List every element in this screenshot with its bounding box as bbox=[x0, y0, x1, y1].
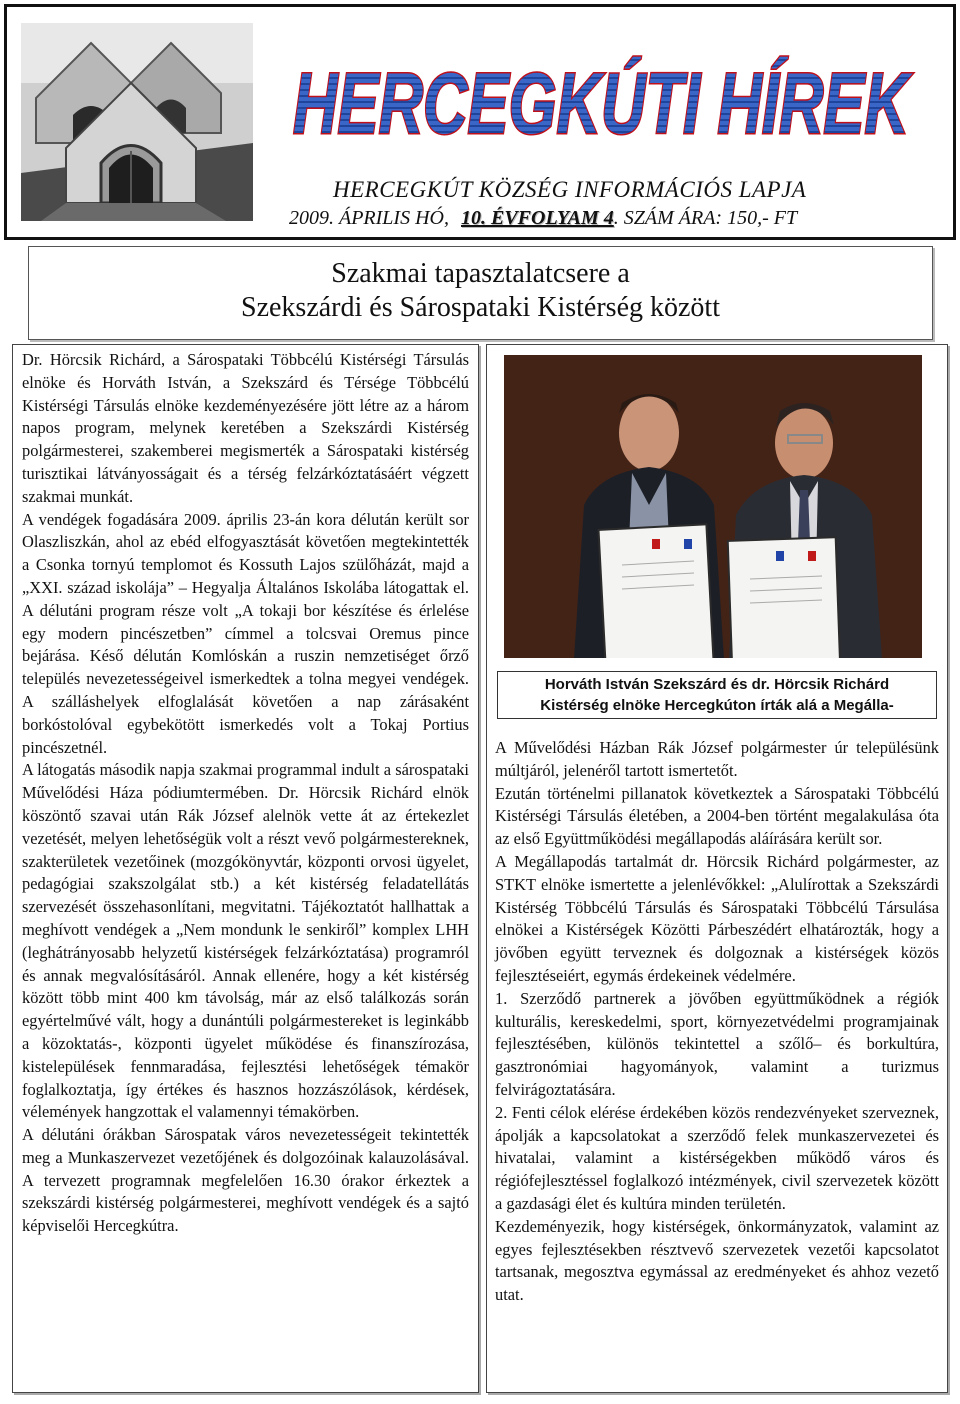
article-paragraph: A Megállapodás tartalmát dr. Hörcsik Richárd polgármester, az STKT elnöke ismertette a jelenlévőkkel: „Alulírottak a Szekszárdi Kistérség Többcélú Társulás és Sárospataki Többcélú Társulása elnökei a Kistérségek Közötti Párbeszédért elhatározták, hogy a jövőben együtt terveznek és dolgoznak a kistérségek közös fejlesztéseiért, egymás érdekeinek védelmére. bbox=[495, 851, 939, 985]
left-column bbox=[12, 344, 479, 1393]
issue-volume: 10. ÉVFOLYAM 4 bbox=[460, 207, 614, 229]
wine-cellar-illustration bbox=[21, 23, 253, 221]
issue-info bbox=[289, 207, 797, 230]
signing-photo bbox=[504, 355, 922, 658]
signing-photo-image bbox=[504, 355, 922, 658]
article-paragraph: A délutáni órákban Sárospatak város nevezetességeit tekintették meg a Munkaszervezet vezetőjének és dolgozóinak kalauzolásával. A tervezett programnak megfelelően 16.30 órakor érkeztek a szekszárdi kistérség polgármesterei, meghívott vendégek és a sajtó képviselői Hercegkútra. bbox=[22, 1125, 469, 1236]
article-paragraph: Kezdeményezik, hogy kistérségek, önkormányzatok, valamint az egyes fejlesztésekben résztvevő szervezetek vezetői kapcsolatot tartsanak, megosztva egymással az eredményeket és ahhoz vezető utat. bbox=[495, 1216, 939, 1305]
article-paragraph: 2. Fenti célok elérése érdekében közös rendezvényeket szerveznek, ápolják a kapcsolatokat a szerződő felek munkaszervezetei és hivatalai, valamint a kistérségekben működő város és régiófejlesztéssel foglalkozó intézmények, civil szervezetek között a gazdasági élet és kultúra minden területén. bbox=[495, 1102, 939, 1213]
caption-line-2: Kistérség elnöke Hercegkúton írták alá a Megálla- bbox=[540, 697, 894, 714]
masthead bbox=[4, 4, 956, 240]
article-paragraph: 1. Szerződő partnerek a jövőben együttműködnek a régiók kulturális, kereskedelmi, sport, környezetvédelmi programjainak fejlesztésében, különös tekintettel a szőlő– és borkultúra, gasztronómiai hagyományok, valamint a turizmus felvirágoztatására. bbox=[495, 988, 939, 1099]
article-paragraph: A Művelődési Házban Rák József polgármester úr településünk múltjáról, jelenéről tartott ismertetőt. bbox=[495, 738, 939, 780]
caption-line-1: Horváth István Szekszárd és dr. Hörcsik Richárd bbox=[544, 676, 890, 693]
right-column bbox=[486, 344, 948, 1393]
headline-line-1: Szakmai tapasztalatcsere a bbox=[331, 258, 630, 289]
photo-caption bbox=[497, 671, 937, 719]
issue-price: . SZÁM ÁRA: 150,- FT bbox=[613, 207, 798, 229]
article-paragraph: Ezután történelmi pillanatok következtek a Sárospataki Többcélú Kistérségi Társulás életében, a 2004-ben történt megalakulása óta az első Együttműködési megállapodás aláírására került sor. bbox=[495, 783, 939, 849]
article-paragraph: A látogatás második napja szakmai programmal indult a sárospataki Művelődési Háza pódiumtermében. Dr. Hörcsik Richárd elnök köszöntő szavai után Rák József alelnök vette át az értekezlet vezetését, melyen lehetőségük volt a részt vevő polgármestereknek, szakterületek vezetőinek (mozgókönyvtár, központi orvosi ügyelet, pedagógiai szakszolgálat stb.) a két kistérség feladatellátás szervezését összehasonlítani, megvitatni. Tájékoztatót hallhattak a meghívott vendégek a „Nem mondunk le senkiről” komplex LHH (leghátrányosabb helyzetű kistérségek felzárkóztatása) programról és annak megvalósításáról. Annak ellenére, hogy a két kistérség között több mint 400 km távolság, már az első találkozás során egyértelművé vált, hogy a dunántúli polgármestereket is leginkább a közoktatás-, központi ügyelet működése és finanszírozása, kistelepülések fennmaradása, fejlesztési lehetőségek témakör foglalkoztatja, így értékes és hasznos hozzászólások, kérdések, vélemények hangzottak el valamennyi témakörben. bbox=[22, 760, 469, 1122]
headline-line-2: Szekszárdi és Sárospataki Kistérség között bbox=[241, 292, 720, 323]
headline-box bbox=[28, 246, 933, 340]
left-article-text bbox=[22, 349, 469, 1238]
right-article-text bbox=[495, 737, 939, 1307]
article-paragraph: Dr. Hörcsik Richárd, a Sárospataki Többcélú Kistérségi Társulás elnöke és Horváth István, a Szekszárd és Térsége Többcélú Kistérségi Társulás elnöke kezdeményezésére jött létre az a három napos program, melynek keretében a Szekszárdi Kistérség polgármesterei, szakemberei megismerték a Sárospataki kistérség turisztikai látványosságait és a térség felzárkóztatásáért végzett szakmai munkát. bbox=[22, 350, 469, 506]
masthead-photo-wine-cellars bbox=[21, 23, 253, 221]
masthead-title bbox=[283, 41, 919, 159]
masthead-subtitle: HERCEGKÚT KÖZSÉG INFORMÁCIÓS LAPJA bbox=[333, 177, 807, 202]
article-paragraph: A vendégek fogadására 2009. április 23-án kora délután került sor Olaszliszkán, ahol az ebéd elfogyasztását követően megtekintették a Csonka tornyú templomot és Kossuth Lajos szülőházát, majd a „XXI. század iskolája” – Hegyalja Általános Iskolába látogattak el. A délutáni program része volt „A tokaji bor készítése és érlelése egy modern pincészetben” címmel a tolcsvai Oremus pince bejárása. Késő délután Komlóskán a ruszin nemzetiséget őrző település nevezetességeivel ismerkedtek a tolna megyei vendégek. A szálláshelyek elfoglalását követően a nap zárásaként borkóstolóval egybekötött ismerkedés volt a Tokaj Portius pincészetnél. bbox=[22, 509, 469, 757]
masthead-title-text: HERCEGKÚTI HÍREK bbox=[293, 56, 914, 152]
issue-date: 2009. ÁPRILIS HÓ, bbox=[289, 207, 449, 229]
